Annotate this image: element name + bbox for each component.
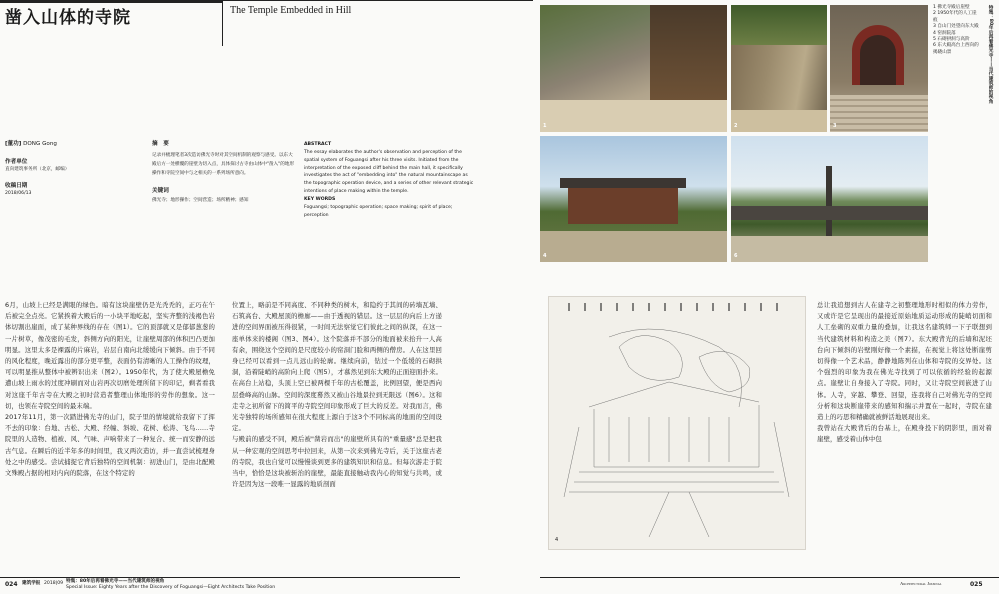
caption-5: 5 石砌拱洞与高阶: [933, 37, 970, 43]
keywords-en: Foguangsi; topographic operation; space making; spirit of place; perception: [304, 205, 453, 218]
photo-4-courtyard: 4: [540, 136, 727, 262]
keywords-cn: 佛光寺；地形操作；空间营造；场所精神；感知: [152, 198, 249, 203]
top-rule: [223, 0, 533, 1]
abstract-en: The essay elaborates the author's observation and perception of the spatial system of Foguangsi after his three visits. Initiated from the interpretation of the exposed cliff behind the main hall, it specifically investigates the act of "embedding into" the natural mountainscape as the topographic operation device, and a series of other relevant strategic intentions of place making within the temple.: [304, 150, 474, 194]
sketch-number: 4: [555, 537, 559, 543]
photo-1-cliff: 1: [540, 5, 727, 132]
photo-5-view: 6: [731, 136, 928, 262]
caption-3: 3 自山门处望向东大殿: [933, 24, 979, 30]
title-divider: [222, 0, 223, 46]
footer-journal: 建筑学报: [22, 581, 41, 586]
body-column-1: 6月，山坡上已经是满眼的绿色。暗有这块崖壁仍是光秃秃的，正巧在午后被完全点亮。它紧挨着大殿后的一小块平地屹起，坚实齐整的浅褐色岩体切割出崖面，成了某种界线的存在（图1）。它的顶部就又是郁郁葱葱的一片树草，像茂密的毛发，斜侧方向的阳光，让崖壁周部的体积凹凸更加明显。这里太多是裸露的片麻岩，岩层自南向北缓缓向下倾斜。由于不同的风化程度，晚近露出的部分更平整，表面仍有清晰的人工操作的纹理，可以明显推从整体中被辨识出来（图2）。1950年代，为了使大殿屋檐免遭山坡上雨水的过度冲刷而对山岩再次切磨处理所留下的印记，剩者看我对这座千年古寺在大殿之初时营造者整理山体地形的劳作的想象。这一切，也领在寺院空间的最末端。 2017年11月，第一次踏进佛光寺的山门，院子里的情境就给我留下了挥不去的印象：台地、古松、大殿、经幢、斜坡、花树、松涛、飞鸟……寺院里的人造物、植被、风、气味、声响带来了一种复合、统一而安静的远古气息。在瞬后的近半年多的时间里，我又两次造访，并一直尝试梳理身处之中的感受。尝试捕捉它背后独特的空间机制：初进山门，是由北配殿文殊殿占据的相对内向的院落，在这个特定的: [5, 301, 215, 478]
footer-page-left: 024: [5, 581, 18, 588]
body-column-3: 总让我追想到古人在建寺之初整理地形时相似的体力劳作，又或许是它呈现出的最接近原始地质运动形成的陡峭切面和人工垒砌的双重力量的叠加，让我这名建筑师一下子联想到当代建筑材料和构造之美（图7）。东大殿背光的后墙和泥坯台向下倾斜的岩壁刚好像一个素描，在视觉上将这处断崖剪切得像一个艺术品，静静地陈列在山体和寺院的交界处。这个强烈的印象为我在佛光寺找到了可以依循的经验的起源点。崖壁让自身接入了寺院。同时，又让寺院空间嵌进了山体。人寺，穿越、攀登、回望，连我将自己对佛光寺的空间分析和这块断崖带来的感知和揣示并置在一起时，寺院在建造上的巧思和精确就被鲜活地展现出来。 我曾站在大殿背后的台基上，在殿身投下的阴影里，面对着崖壁，感受着山体中包: [817, 301, 992, 444]
date-value: 2018/06/13: [5, 191, 32, 196]
title-en: The Temple Embedded in Hill: [230, 5, 352, 16]
caption-2: 2 1950年代的人工崖痕: [933, 11, 977, 23]
footer-issue: 2018|09: [44, 581, 64, 586]
caption-4: 4 窑洞院落: [933, 30, 956, 36]
abstract-cn-head: 摘 要: [152, 141, 169, 147]
footer-special: 特集：80年后再看佛光寺——当代建筑师的视角: [66, 579, 165, 584]
photo-captions: [933, 5, 981, 56]
unit-label: 作者单位: [5, 159, 28, 165]
date-label: 收稿日期: [5, 183, 28, 189]
unit-value: 直向建筑事务所（北京，邮编）: [5, 167, 70, 172]
photo-2-cliff-marks: 2: [731, 5, 827, 132]
sketch-figure: [548, 296, 806, 550]
footer-journal-en: Architectural Journal: [900, 581, 942, 586]
footer-special-en: Special Issue: Eighty Years after the Discovery of Foguangsi—Eight Architects Take Position: [66, 585, 276, 590]
vertical-section-title: 特集：80年后再看佛光寺——当代建筑师的视角: [988, 5, 993, 104]
photo-3-gate: 3: [830, 5, 928, 132]
body-column-2: 位置上，略前是不同高度、不同种类的树木，和隐约于其间的砖墙瓦墙、石筑高台、大殿屋顶的檐廊——由于透视的错层。这一层层的向后上方递进的空间界面被压得很紧，一时间无法察觉它们彼此之间的纵深，在这一座单体来的楼阁（图3、图4）。这个院落并不部分的地面被来抬升一人高有余，围绕这个空间的是尺度较小的窑洞门脸和两侧的僧房。人在这里回身已经可以看到一点儿远山的轮廓。继续向前，钻过一个低缓的石砌拱洞，沿着陡峭的高阶向上爬（图5），才慕然见到东大殿的正面迎面扑来。在高台上站稳，头顶上空已被两棵千年的古松覆盖，比例回望，便是西向层叠峰高的山脉。空间的深度蓦然又被山谷地景拉到无限远（图6）。这和走寺之初所留下的简平的寺院空间印象形成了巨大的反差。对我而言，佛光寺独特的场所感知在很大程度上源自于这3个不同标高的地面的空间设定。 与殿前的感受不同，殿后被"凿岩而出"的崖壁所具有的"重量感"总是把我从一种宏观的空间思考中拉回来，从第一次来到佛光寺后，关于这座古老的寺院，我也自觉可以慢慢谈到更多的建筑知识和信息。但每次游走于院当中，恰恰是这块被斩治的崖壁，最能直接触动我内心的知觉与共鸣，或许是因为这一段唯一显露的地质剖面: [232, 301, 442, 489]
caption-1: 1 佛光寺殿后崖壁: [933, 5, 970, 10]
sketch-drawing: [549, 297, 805, 549]
caption-6: 6 东大殿高台上西向的揭晓山景: [933, 43, 979, 55]
footer-rule-left: [0, 577, 460, 578]
abstract-cn: 记录并梳理笔者3次造访佛光寺时对其空间机制的观察与感受。以东大殿后方一处横覆的崖壁为切入点，具体探讨古寺由山体中"凿入"的地形操作和寺院空间中与之相关的一系列场所意向。: [152, 153, 295, 176]
keywords-cn-head: 关键词: [152, 188, 169, 194]
title-cn: 凿入山体的寺院: [5, 8, 131, 28]
footer-page-right: 025: [970, 581, 983, 588]
footer-rule-right: [540, 577, 999, 578]
keywords-en-head: KEY WORDS: [304, 197, 336, 202]
abstract-en-head: ABSTRACT: [304, 142, 332, 147]
author-line: [董功] DONG Gong: [5, 141, 57, 147]
